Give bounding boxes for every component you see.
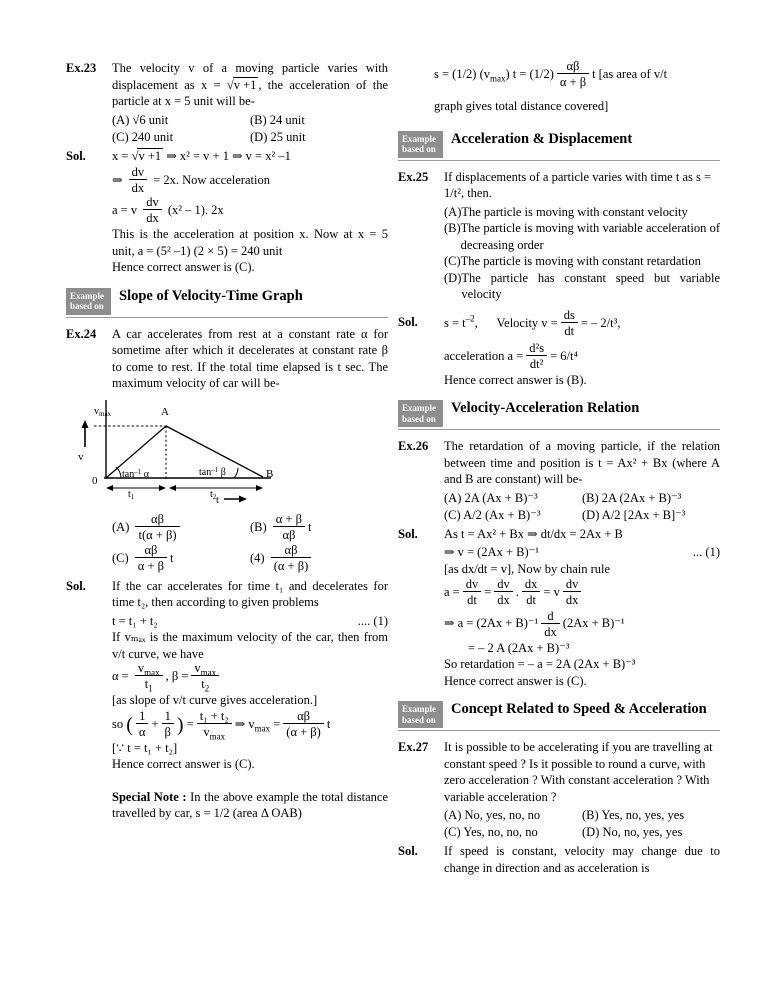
cont-eq-pre: s = (1/2) (v [434,67,490,81]
t1-base: t [144,677,149,692]
ex26-sol-line2: ⇒ v = (2Ax + B)⁻¹ [444,545,539,560]
ex26-option-b [582,490,720,507]
ex25-option-c-label: (C) [444,254,461,269]
equals-2: = [273,716,281,731]
v-axis-arrowhead-icon [82,420,89,428]
section-title: Acceleration & Displacement [451,130,633,147]
fraction-d-dx [541,609,560,639]
chain-eq1: = [484,585,492,600]
ex26-options-row1 [444,490,720,507]
ex26-option-c [444,507,582,524]
beta-angle-arc [234,468,238,478]
ex23-option-c [112,129,250,146]
badge-line-2: based on [402,144,436,155]
ex26-line5-post: (2Ax + B)⁻¹ [562,616,625,631]
fraction-denominator [135,676,163,694]
ex23-option-a [112,112,250,129]
ex25-option-d-label: (D) [444,270,462,285]
ex23-option-d [250,129,388,146]
ex26-option-a [444,490,582,507]
ex25-comma: , [474,315,478,330]
right-column [398,60,720,878]
ex24-option-d-fraction [271,543,312,573]
ex26-sol-line6: = – 2 A (2Ax + B)⁻³ [468,640,570,655]
ex25-option-a-text: The particle is moving with constant velocity [461,204,688,219]
ex27-question: It is possible to be accelerating if you are travelling at constant speed ? Is it possible to round a curve, with zero acceleration ? With constant acceleration ? With variable acceleration ? [444,740,713,804]
t2-base: t [201,677,205,692]
ex24-option-c [112,543,250,574]
ex25-velocity-label: Velocity v = [496,315,558,330]
vmax-base: v [203,724,210,739]
section-title: Velocity-Acceleration Relation [451,400,640,417]
fraction-denominator: dt [467,593,477,608]
badge-line-2: based on [402,413,436,424]
fraction-denominator: dt [526,593,537,608]
fraction-denominator: αβ [282,527,296,542]
ex26-option-b-text: 2A (2Ax + B)⁻³ [601,490,682,505]
ex24-option-b-tail: t [308,519,312,534]
ex26-sol-line8: Hence correct answer is (C). [444,673,587,688]
ex27-options-row1 [444,807,720,824]
fraction-numerator [191,661,219,676]
ex23-option-b-text: 24 unit [269,112,305,127]
section-underline [398,730,720,731]
ex27-option-d-text: No, no, yes, yes [602,825,683,839]
fraction-alphabeta-sum [283,709,324,739]
ex27-sol-line1: If speed is constant, velocity may change due to change in direction and as acceleration is [444,844,720,875]
ex24-sol-eq1-row [112,613,388,630]
fraction-denominator: dx [565,593,579,608]
continued-area-equation [434,60,720,90]
ex26-sol-line2-row [444,544,720,561]
chain-dot: . [515,585,519,600]
ex27-option-a [444,807,582,824]
implies-vmax: ⇒ v [234,716,255,731]
sqrt-symbol-icon: √v +1 [131,148,162,163]
example-ex26 [398,438,720,488]
fraction-vmax-t1 [135,661,163,694]
ex23-options-row1 [112,112,388,129]
ex24-sol-line4-pre: so [112,716,124,731]
ex25-question: If displacements of a particle varies with time t as s = 1/t², then. [444,169,712,201]
ex26-option-c-text: A/2 (Ax + B)⁻³ [463,507,541,522]
ex25-option-b-label: (B) [444,221,461,236]
ex24-tag: Ex.24 [66,326,97,341]
fraction-t1t2-vmax [197,708,232,742]
ex26-option-c-label: (C) [444,507,461,522]
ex25-solution [398,309,720,339]
ex26-option-a-label: (A) [444,490,462,505]
ex27-sol-tag: Sol. [398,844,418,858]
ex23-sol-line3-pre: a = v [112,202,141,217]
t1-right-arrow-icon [159,485,166,491]
ex23-question-part1: The velocity v of a moving particle varies with displacement as x = [112,61,388,92]
fraction-denominator: dt [564,323,575,338]
ex24-option-c-tail: t [170,550,174,565]
ex24-option-b-fraction [273,512,305,542]
ex27-option-c-text: Yes, no, no, no [463,825,538,839]
section-title: Concept Related to Speed & Acceleration [451,701,707,717]
ex25-option-d-text: The particle has constant speed but variable velocity [461,270,720,302]
ex26-option-b-label: (B) [582,490,599,505]
fraction-numerator: αβ [135,543,167,558]
ex26-solution [398,526,720,543]
left-paren: ( [126,713,133,736]
ex23-sol-line5: Hence correct answer is (C). [112,260,255,274]
ex24-sol-line6: Hence correct answer is (C). [112,757,255,772]
ex26-sol-line5 [444,608,720,639]
ex26-options-row2 [444,507,720,524]
ex24-sol-line2: If vₘₐₓ is the maximum velocity of the car, then from v/t curve, we have [112,630,388,661]
ex23-question-part2: , the acceleration of the particle at x = 5 unit will be- [112,77,388,108]
t-axis-arrowhead-icon [239,495,247,502]
section-heading-slope-of-velocity-time-graph [66,288,388,318]
t-tail: t [326,716,331,731]
example-ex23 [66,60,388,110]
badge-line-1: Example [402,133,437,144]
fraction-1-beta [162,709,174,739]
t1-sub: 1 [148,683,153,694]
vmax-sub: max [209,731,226,742]
fraction-numerator: 1 [136,709,149,724]
fraction-denominator: t(α + β) [138,527,177,542]
ex23-solution [66,148,388,165]
badge-line-1: Example [70,290,105,301]
fraction-denominator: α + β [137,558,165,573]
badge-line-2: based on [70,301,104,311]
ex26-sol-line1: As t = Ax² + Bx ⇒ dt/dx = 2Ax + B [444,526,623,541]
vmax-sub: max [490,73,506,84]
ex25-option-d [444,270,720,303]
special-note [112,789,388,822]
ex24-sol-tag: Sol. [66,578,86,593]
fraction-denominator: dt² [529,356,544,371]
example-ex27 [398,739,720,805]
ex26-sol-line7: So retardation = – a = 2A (2Ax + B)⁻³ [444,657,636,671]
ex23-option-a-label: (A) [112,112,130,127]
fraction-numerator [135,661,163,676]
ex24-alpha-pre: α = [112,669,132,684]
ex24-sol-line3: [as slope of v/t curve gives acceleration.] [112,693,318,708]
right-paren: ) [176,713,184,736]
ex25-option-a [444,204,720,221]
fraction-denominator: α + β [559,75,587,90]
ex23-sol-radicand: v +1 [138,148,162,163]
ex24-option-a-fraction [135,512,179,542]
ex25-sol-line2 [444,341,720,372]
y-axis-label: v [78,450,84,463]
ex24-sol-eq1-number: .... (1) [357,613,388,628]
ex24-options-row2 [112,543,388,574]
ex24-question: A car accelerates from rest at a constant rate α for sometime after which it decelerates at constant rate β to come to rest. If the total time elapsed is t sec. The maximum velocity of car will be- [112,326,388,390]
end-point-label: B [266,467,274,480]
t2-sub: 2 [204,683,210,694]
fraction-numerator: 1 [162,709,174,724]
ex23-sol-line2-post: = 2x. Now acceleration [150,172,270,187]
fraction-denominator [191,676,219,694]
ex24-option-b [250,512,388,543]
ex27-solution [398,843,720,876]
ex25-accel-label: acceleration a = [444,348,524,363]
fraction-numerator: d²s [526,341,547,356]
vmax-base: v [137,661,145,676]
ex25-velocity-value: = – 2/t³, [580,315,621,330]
ex27-option-d [582,824,720,841]
ex23-question [112,60,388,110]
fraction-numerator: dv [129,165,148,180]
ex25-option-c [444,253,720,270]
vmax-base: v [194,661,201,676]
badge-line-1: Example [402,704,437,714]
badge-line-1: Example [402,403,437,414]
special-note-label: Special Note : [112,789,187,804]
section-heading-velocity-acceleration-relation [398,400,720,430]
ex25-option-c-text: The particle is moving with constant retardation [460,254,701,269]
example-ex24 [66,326,388,392]
fraction-denominator [197,724,232,742]
ex25-s-exp: –2 [465,313,475,324]
fraction-denominator: dx [497,593,510,608]
fraction-ds-dt [561,308,578,338]
ex24-sol-line4 [112,709,388,740]
vmax-label: $v_{max}$ [94,405,112,418]
fraction-dx-dt [522,577,541,607]
ex24-option-d-label: (4) [250,550,265,565]
ex23-option-b [250,112,388,129]
ex25-tag: Ex.25 [398,169,429,184]
fraction-numerator: αβ [271,543,312,558]
vmax-sub: max [144,667,160,678]
ex26-line5-pre: ⇒ a = (2Ax + B)⁻¹ [444,616,539,631]
equals-1: = [186,716,194,731]
ex27-option-d-label: (D) [582,825,600,839]
ex24-option-d [250,543,388,574]
fraction-numerator: dv [563,577,582,592]
ex23-option-d-text: 25 unit [270,129,306,144]
fraction-numerator: αβ [135,512,179,527]
ex24-solution [66,578,388,611]
ex25-sol-line3: Hence correct answer is (B). [444,372,587,387]
ex24-option-c-label: (C) [112,550,129,565]
continued-area-equation-line2: graph gives total distance covered] [434,99,609,114]
fraction-denominator: α [138,724,146,739]
section-title: Slope of Velocity-Time Graph [119,287,303,304]
ex24-option-a [112,512,250,543]
example-based-on-badge [398,131,443,158]
fraction-dv-dx [494,577,513,607]
example-ex25 [398,169,720,202]
ex23-sol-line3-post: (x² – 1). 2x [164,202,224,217]
fraction-numerator: ds [561,308,578,323]
vmax-sub: max [254,723,271,734]
ex23-sol-line4: This is the acceleration at position x. Now at x = 5 unit, a = (5² –1) (2 × 5) = 240 unit [112,227,388,258]
ex26-sol-tag: Sol. [398,526,418,541]
sqrt-symbol-icon: √v +1 [226,77,257,92]
fraction-dv-dx-2 [563,577,582,607]
ex24-sol-line5: [∵ t = t₁ + t₂] [112,740,178,755]
example-based-on-badge [66,288,111,315]
beta-angle-label: $\tan^{-1} \beta$ [199,465,226,478]
ex27-option-c-label: (C) [444,825,461,839]
t1-label: $t_1$ [128,488,135,501]
fraction-numerator: t₁ + t₂ [197,709,232,724]
origin-label: 0 [92,474,98,487]
fraction-numerator: dv [143,195,162,210]
ex27-option-a-text: No, yes, no, no [464,808,541,822]
ex26-question: The retardation of a moving particle, if the relation between time and position is t = Ax² + Bx (where A and B are constant) will be- [444,439,720,487]
peak-point-label: A [161,405,169,418]
ex23-sol-line3 [112,196,388,226]
ex23-option-a-text: √6 unit [132,112,169,127]
fraction-dv-dx [143,195,162,225]
velocity-time-graph [66,398,388,508]
fraction-numerator: d [541,609,560,624]
t2-label: $t_2$ [210,488,217,501]
section-heading-acceleration-and-displacement [398,131,720,161]
fraction-denominator: dx [146,211,159,225]
ex23-sol-line2 [112,166,388,196]
cont-eq-post: t [as area of v/t [592,67,668,81]
ex27-options-row2 [444,824,720,841]
ex27-option-b-text: Yes, no, yes, yes [601,808,685,822]
ex24-sol-alpha-beta [112,662,388,692]
ex23-option-c-text: 240 unit [131,129,174,144]
ex26-sol-eq-number: ... (1) [692,545,720,560]
fraction-dv-dx [129,165,148,195]
ex26-option-a-text: 2A (Ax + B)⁻³ [464,490,538,505]
fraction-1-alpha [136,709,149,739]
ex26-tag: Ex.26 [398,439,429,454]
fraction-vmax-t2 [191,661,219,694]
ex24-option-c-fraction [135,543,167,573]
ex25-accel-value: = 6/t⁴ [550,348,578,363]
fraction-numerator: dv [494,577,513,592]
chain-a: a = [444,585,460,600]
ex26-option-d-text: A/2 [2Ax + B]⁻³ [601,507,686,522]
fraction-denominator: (α + β) [273,558,309,573]
ex27-option-c [444,824,582,841]
ex25-sol-line1 [444,309,720,339]
section-heading-concept-related-to-speed-and-acceleration [398,701,720,731]
ex25-option-b-text: The particle is moving with variable acceleration of decreasing order [460,221,720,252]
fraction-dv-dt [463,577,482,607]
ex23-options-row2 [112,129,388,146]
ex24-option-b-label: (B) [250,519,267,534]
ex23-sol-tag: Sol. [66,148,86,163]
ex24-options-row1 [112,512,388,543]
ex26-chain-rule [444,577,720,608]
ex23-option-c-label: (C) [112,129,129,144]
ex27-option-b-label: (B) [582,808,599,822]
cont-eq-mid: ) t = (1/2) [505,67,554,81]
section-underline [398,429,720,430]
ex23-tag: Ex.23 [66,61,97,75]
left-column [66,60,388,822]
fraction-denominator: β [164,724,171,739]
ex27-tag: Ex.27 [398,740,429,754]
fraction-denominator: dx [544,624,557,639]
fraction-alphabeta-sum [557,59,589,89]
ex23-sol-line1-a: x = [112,148,132,163]
fraction-numerator: dx [522,577,541,592]
ex24-sol-line1: If the car accelerates for time t₁ and decelerates for time t₂, then according to given problems [112,578,388,610]
fraction-d2s-dt2 [526,341,547,371]
alpha-angle-label: $\tan^{-1} \alpha$ [122,467,149,480]
fraction-denominator: (α + β) [286,724,321,739]
ex23-radicand: v +1 [233,77,257,92]
fraction-numerator: αβ [557,59,589,74]
vmax-sub: max [200,667,217,678]
velocity-time-graph-svg [66,398,306,503]
fraction-numerator: αβ [283,709,324,724]
special-note-text: In the above example the total distance travelled by car, s = 1/2 (area Δ OAB) [112,789,388,821]
ex25-sol-tag: Sol. [398,314,418,329]
ex25-option-b [444,220,720,253]
ex27-option-a-label: (A) [444,808,462,822]
ex24-option-a-label: (A) [112,519,130,534]
plus-sign: + [151,716,159,731]
ex26-option-d [582,507,720,524]
ex25-option-a-label: (A) [444,204,462,219]
ex23-sol-line1-b: ⇒ x² = v + 1 ⇒ v = x² –1 [163,148,291,163]
ex23-option-b-label: (B) [250,112,267,127]
badge-line-2: based on [402,714,436,725]
t2-right-arrow-icon [256,485,263,491]
ex27-option-b [582,807,720,824]
t1-left-arrow-icon [106,485,113,491]
ex24-beta-pre: , β = [165,669,189,684]
ex23-sol-line2-pre: ⇒ [112,172,126,187]
section-underline [398,160,720,161]
ex23-option-d-label: (D) [250,129,268,144]
ex26-option-d-label: (D) [582,507,600,522]
ex26-sol-line3: [as dx/dt = v], Now by chain rule [444,561,611,576]
example-based-on-badge [398,701,443,728]
example-based-on-badge [398,400,443,427]
fraction-numerator: α + β [273,512,305,527]
chain-eq2: = v [543,585,560,600]
t2-left-arrow-icon [169,485,176,491]
ex24-sol-eq1: t = t₁ + t₂ [112,613,158,628]
ex23-sol-line1 [112,148,388,165]
t-axis-label: t [216,494,219,503]
fraction-denominator: dx [131,181,145,195]
section-underline [66,317,388,318]
fraction-numerator: dv [463,577,482,592]
ex25-s-base: s = t [444,315,466,330]
